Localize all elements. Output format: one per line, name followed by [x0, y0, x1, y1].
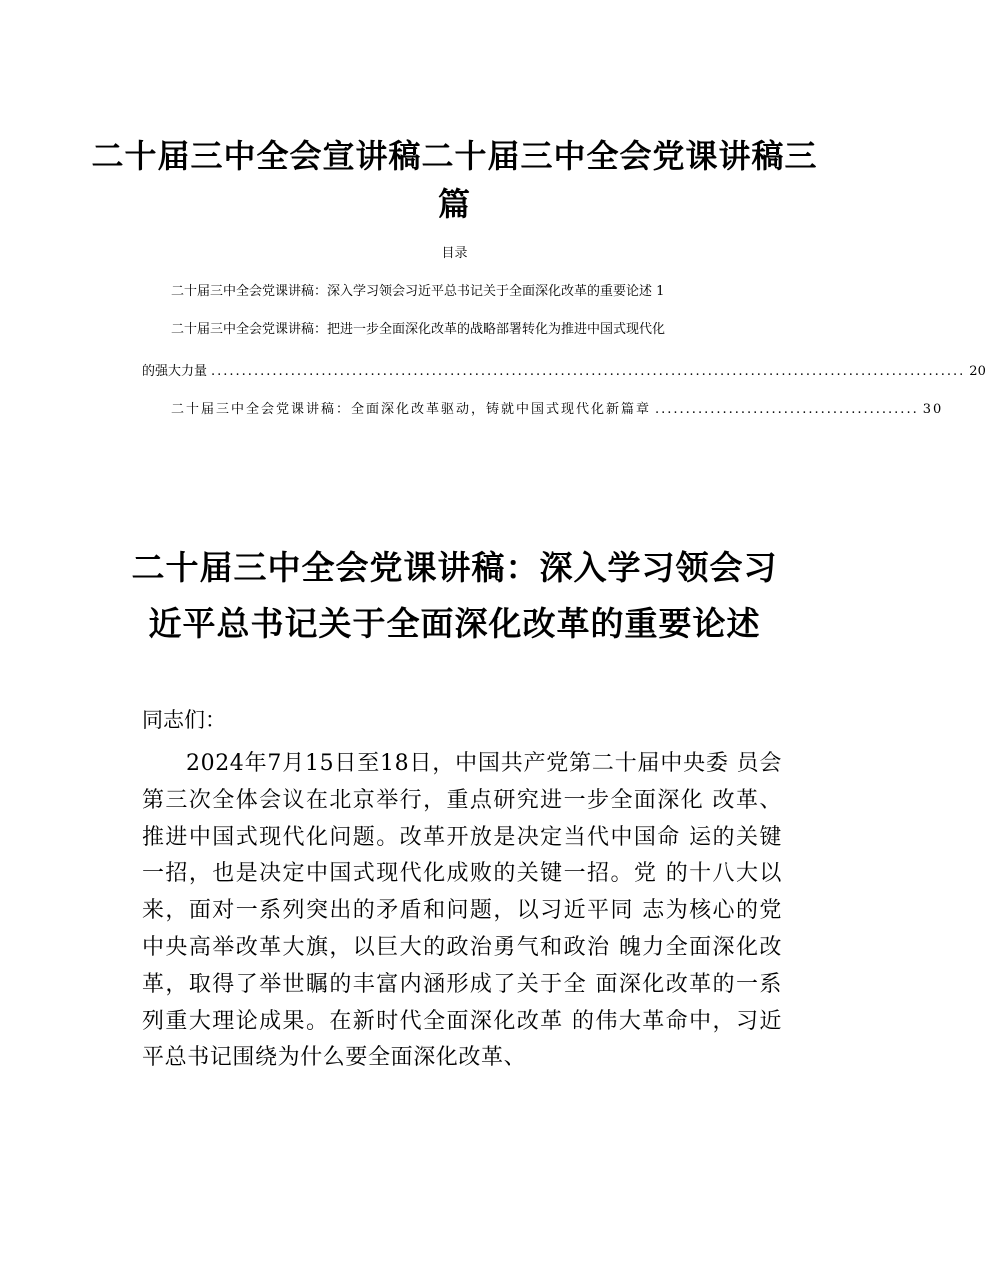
toc-entry-2[interactable] — [171, 320, 665, 340]
toc-entry-3-page: 30 — [922, 402, 944, 417]
toc-entry-2-page: 20 — [969, 364, 986, 379]
document-title: 二十届三中全会宣讲稿二十届三中全会党课讲稿三篇 — [91, 137, 818, 223]
toc-entry-1-text: 二十届三中全会党课讲稿：深入学习领会习近平总书记关于全面深化改革的重要论述 — [171, 284, 653, 299]
toc-entry-1[interactable] — [171, 282, 664, 302]
section-title: 二十届三中全会党课讲稿：深入学习领会习近平总书记关于全面深化改革的重要论述 — [131, 548, 778, 643]
toc-entry-3[interactable] — [171, 400, 944, 420]
toc-entry-3-text: 二十届三中全会党课讲稿：全面深化改革驱动，铸就中国式现代化新篇章 — [171, 402, 652, 417]
toc-leader-dots: ........................................................................................................................... — [211, 364, 966, 379]
toc-entry-2-text-line2: 的强大力量 — [142, 364, 208, 379]
toc-entry-2-text-line1: 二十届三中全会党课讲稿：把进一步全面深化改革的战略部署转化为推进中国式现代化 — [171, 322, 666, 337]
body-paragraph: 2024年7月15日至18日，中国共产党第二十届中央委 员会第三次全体会议在北京举行，重点研究进一步全面深化 改革、推进中国式现代化问题。改革开放是决定当代中国命 运的关键一招，也是决定中国式现代化成败的关键一招。党 的十八大以来，面对一系列突出的矛盾和问题，以习近平同 志为核心的党中央高举改革大旗，以巨大的政治勇气和政治 魄力全面深化改革，取得了举世瞩的丰富内涵形成了关于全 面深化改革的一系列重大理论成果。在新时代全面深化改革 的伟大革命中，习近平总书记围绕为什么要全面深化改革、 — [142, 751, 782, 1071]
salutation: 同志们： — [142, 708, 226, 732]
toc-heading: 目录 — [441, 246, 468, 261]
toc-entry-1-page: 1 — [656, 284, 665, 299]
toc-entry-2-continued[interactable] — [142, 362, 986, 382]
toc-leader-dots: ........................................... — [655, 402, 919, 417]
